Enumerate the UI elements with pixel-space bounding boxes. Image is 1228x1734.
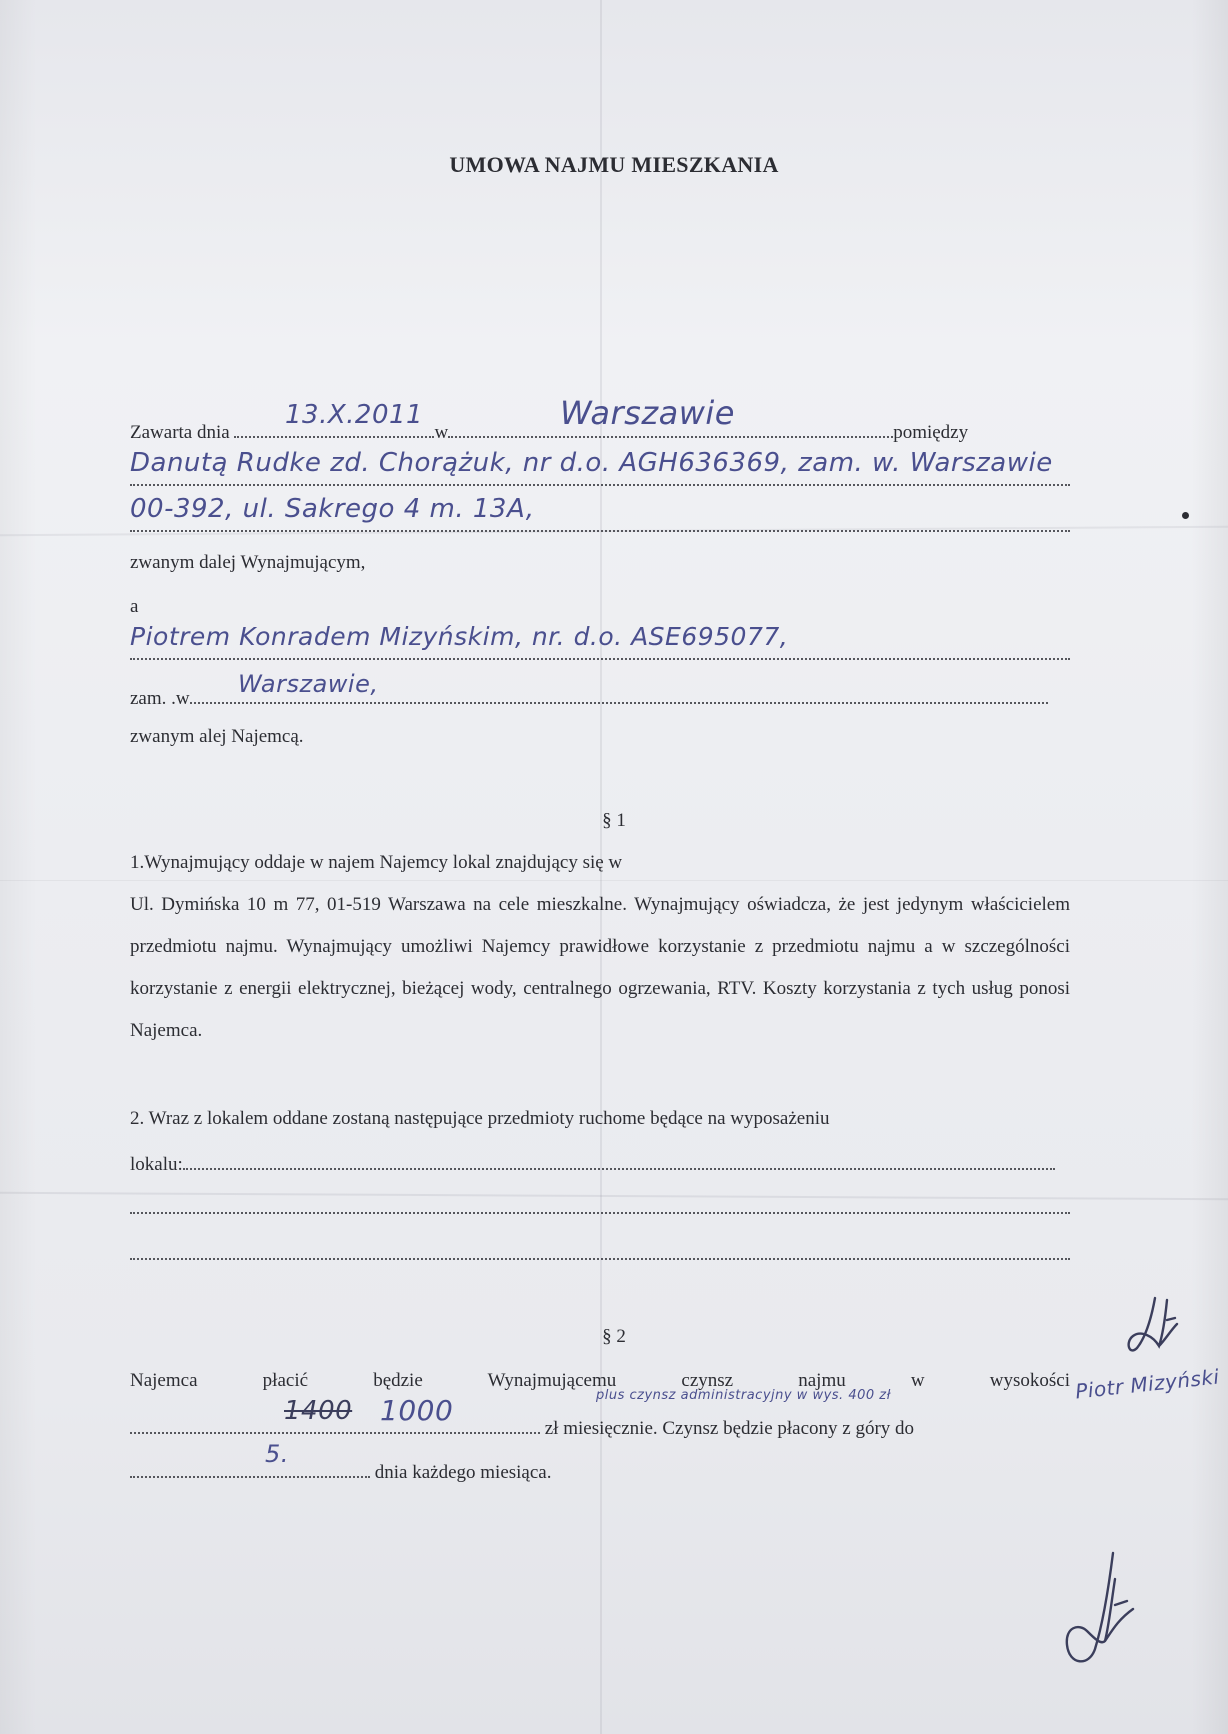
w-label: w [434, 422, 449, 443]
pomiedzy-label: pomiędzy [893, 422, 969, 443]
rent-addition-handwritten: plus czynsz administracyjny w wys. 400 zł [596, 1388, 891, 1403]
zawarta-label: Zawarta dnia [130, 422, 230, 443]
tenant-city-handwritten: Warszawie, [238, 670, 379, 698]
section-1-point-2: 2. Wraz z lokalem oddane zostaną następujące przedmioty ruchome będące na wyposażeniu [130, 1108, 830, 1129]
place-handwritten: Warszawie [560, 394, 735, 432]
section-1-paragraph: Ul. Dymińska 10 m 77, 01-519 Warszawa na cele mieszkalne. Wynajmujący oświadcza, że jest jedynym właścicielem przedmiotu najmu. Wynajmujący umożliwi Najemcy prawidłowe korzystanie z przedmiotu najmu a w szczególności korzystanie z energii elektrycznej, bieżącej wody, centralnego ogrzewania, RTV. Koszty korzystania z tych usług ponosi Najemca. [130, 894, 1070, 1041]
a-label: a [130, 596, 139, 617]
section-2-heading: § 2 [602, 1326, 626, 1347]
contract-date-line [130, 418, 968, 444]
lokalu-line [130, 1150, 1055, 1176]
lokalu-label: lokalu: [130, 1154, 183, 1175]
zwanym-wynajmujacym: zwanym dalej Wynajmującym, [130, 552, 366, 573]
tenant-name-handwritten: Piotrem Konradem Mizyńskim, nr. d.o. ASE695077, [130, 622, 789, 651]
section-1-heading: § 1 [602, 810, 626, 831]
document-title: UMOWA NAJMU MIESZKANIA [449, 152, 779, 177]
landlord-address-handwritten: 00-392, ul. Sakrego 4 m. 13A, [130, 494, 535, 524]
blank-line [130, 1194, 1070, 1220]
date-handwritten: 13.X.2011 [285, 400, 424, 430]
ink-dot [1182, 512, 1189, 519]
section-2-line-3: dnia każdego miesiąca. [130, 1458, 551, 1484]
paper-fold [0, 880, 1228, 881]
initials-signature-icon [1115, 1290, 1195, 1370]
zwanym-najemca: zwanym alej Najemcą. [130, 726, 304, 747]
section-2-line-2: zł miesięcznie. Czynsz będzie płacony z góry do [130, 1414, 914, 1440]
section-2-line-1: Najemca płacić będzie Wynajmującemu czynsz najmu w wysokości [130, 1370, 1070, 1391]
bottom-signature-icon [1055, 1545, 1150, 1675]
zam-label: zam. .w [130, 688, 190, 709]
section-1-line-1: 1.Wynajmujący oddaje w najem Najemcy lokal znajdujący się w [130, 852, 623, 873]
old-amount-crossed: 1400 [284, 1396, 353, 1426]
landlord-name-handwritten: Danutą Rudke zd. Chorążuk, nr d.o. AGH636369, zam. w. Warszawie [130, 448, 1053, 478]
day-handwritten: 5. [265, 1440, 289, 1468]
margin-signature-text: Piotr Mizyński [1074, 1364, 1221, 1404]
amount-handwritten: 1000 [380, 1394, 454, 1427]
blank-line [130, 1240, 1070, 1266]
